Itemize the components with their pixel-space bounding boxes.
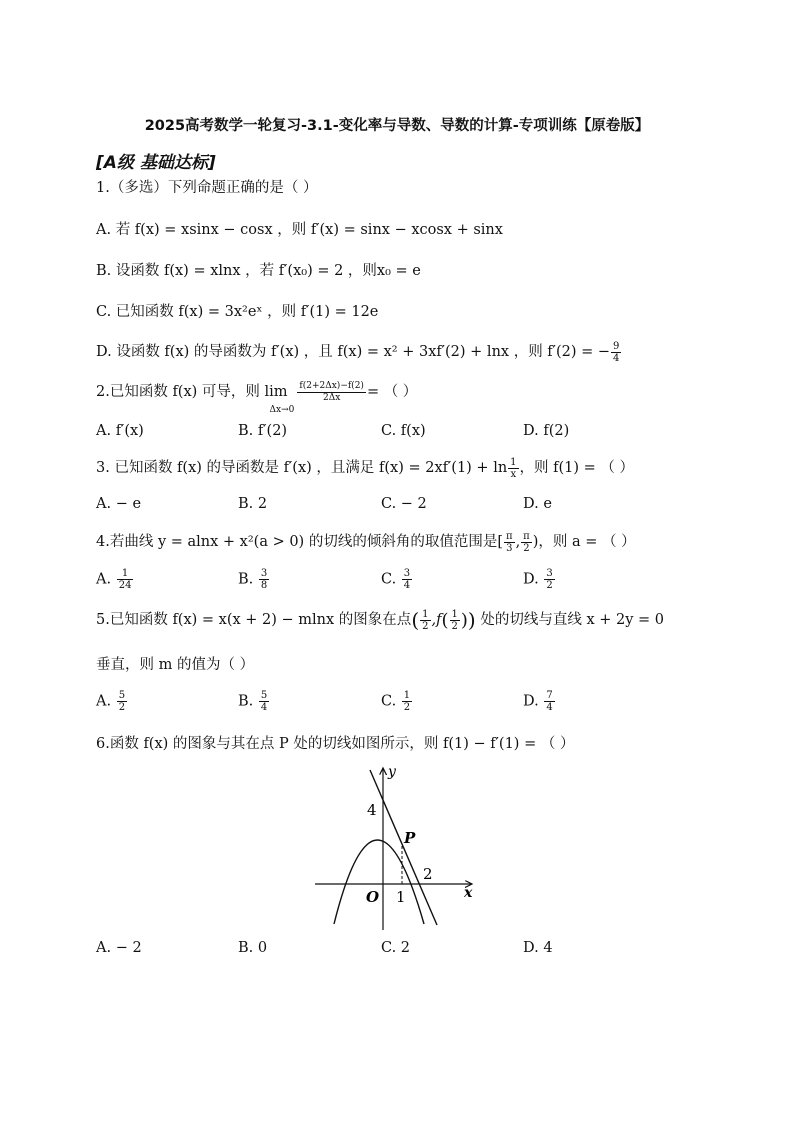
question-4-stem-text: 4.若曲线 y = alnx + x²(a > 0) 的切线的倾斜角的取值范围是[ bbox=[96, 534, 503, 550]
option-fraction bbox=[544, 690, 554, 713]
y-axis-label: y bbox=[388, 764, 396, 780]
fraction-numerator: 3 bbox=[546, 568, 553, 579]
question-2-option-a: A. f′(x) bbox=[96, 423, 144, 439]
question-6-option-c: C. 2 bbox=[381, 940, 411, 956]
question-3-stem-end: ，则 f(1) = （ ） bbox=[519, 460, 635, 476]
question-1-option-d-text: D. 设函数 f(x) 的导函数为 f′(x) ，且 f(x) = x² + 3xf′(2) + lnx ，则 f′(2) = − bbox=[96, 344, 611, 360]
fraction-numerator: 5 bbox=[260, 690, 268, 701]
option-fraction bbox=[544, 568, 554, 591]
fraction-denominator: 4 bbox=[546, 702, 553, 713]
option-fraction bbox=[402, 690, 412, 713]
fraction-denominator: 2 bbox=[546, 580, 553, 591]
fraction-denominator: 4 bbox=[260, 702, 268, 713]
question-3-option-a: A. − e bbox=[96, 496, 142, 512]
point-middle: ,f bbox=[431, 612, 442, 628]
option-label: D. bbox=[523, 571, 539, 588]
label-one: 1 bbox=[396, 888, 406, 906]
fraction-denominator: 4 bbox=[403, 580, 411, 591]
option-label: B. bbox=[238, 571, 254, 588]
point-fraction-1 bbox=[420, 609, 430, 632]
question-1-stem: 1.（多选）下列命题正确的是（ ） bbox=[96, 180, 318, 196]
fraction-numerator: f(2+2Δx)−f(2) bbox=[299, 380, 364, 391]
question-3-fraction bbox=[508, 457, 518, 480]
option-fraction bbox=[117, 690, 127, 713]
fraction-numerator: 7 bbox=[546, 690, 553, 701]
fraction-numerator: 1 bbox=[117, 568, 134, 580]
question-3-option-b: B. 2 bbox=[238, 496, 268, 512]
fraction-denominator: 2 bbox=[523, 542, 530, 554]
inner-close-paren: ) bbox=[460, 610, 468, 631]
question-5-option-a bbox=[96, 690, 128, 713]
question-2-stem-text: 2.已知函数 f(x) 可导，则 lim bbox=[96, 384, 288, 400]
question-5-stem-text: 5.已知函数 f(x) = x(x + 2) − mlnx 的图象在点 bbox=[96, 612, 412, 628]
question-5-stem-line-2: 垂直，则 m 的值为（ ） bbox=[96, 657, 255, 673]
question-6-stem: 6.函数 f(x) 的图象与其在点 P 处的切线如图所示，则 f(1) − f′(1) = （ ） bbox=[96, 736, 575, 752]
question-4-option-d bbox=[523, 568, 556, 591]
question-5-option-b bbox=[238, 690, 270, 713]
label-four: 4 bbox=[367, 801, 377, 819]
question-2-option-d: D. f(2) bbox=[523, 423, 570, 439]
section-heading: [A级 基础达标] bbox=[96, 153, 216, 173]
fraction-denominator: 2 bbox=[403, 702, 411, 713]
fraction-denominator: 8 bbox=[260, 580, 268, 591]
label-origin: O bbox=[366, 888, 380, 906]
question-5-stem-end: 处的切线与直线 x + 2y = 0 bbox=[480, 612, 665, 628]
point-close-paren: ) bbox=[467, 608, 476, 632]
option-label: A. bbox=[96, 571, 112, 588]
inner-open-paren: ( bbox=[441, 610, 449, 631]
label-two: 2 bbox=[423, 865, 433, 883]
question-6-option-d: D. 4 bbox=[523, 940, 553, 956]
question-1-option-c: C. 已知函数 f(x) = 3x²eˣ ，则 f′(1) = 12e bbox=[96, 304, 379, 320]
question-1-option-d-fraction bbox=[611, 341, 621, 364]
label-point-p: P bbox=[404, 829, 416, 847]
question-1-option-b: B. 设函数 f(x) = xlnx ，若 f′(x₀) = 2 ，则x₀ = e bbox=[96, 263, 421, 279]
option-fraction bbox=[259, 568, 269, 591]
fraction-numerator: 1 bbox=[510, 456, 517, 468]
fraction-denominator: 2 bbox=[118, 702, 126, 713]
question-2-fraction bbox=[297, 381, 366, 404]
fraction-denominator: x bbox=[510, 468, 517, 480]
fraction-denominator: 2 bbox=[422, 620, 429, 632]
question-1-option-a: A. 若 f(x) = xsinx − cosx ，则 f′(x) = sinx − xcosx + sinx bbox=[96, 222, 503, 238]
limit-subscript: Δx→0 bbox=[269, 405, 295, 415]
question-3-option-d: D. e bbox=[523, 496, 552, 512]
fraction-denominator: 4 bbox=[613, 352, 620, 364]
fraction-numerator: 1 bbox=[403, 690, 411, 701]
question-6-option-b: B. 0 bbox=[238, 940, 268, 956]
option-label: B. bbox=[238, 693, 254, 710]
option-label: C. bbox=[381, 571, 397, 588]
fraction-denominator: 2Δx bbox=[323, 392, 341, 403]
page-title: 2025高考数学一轮复习-3.1-变化率与导数、导数的计算-专项训练【原卷版】 bbox=[144, 118, 650, 134]
fraction-numerator: 9 bbox=[613, 340, 620, 352]
fraction-numerator: 3 bbox=[403, 568, 411, 579]
question-4-option-b bbox=[238, 568, 270, 591]
question-6-option-a: A. − 2 bbox=[96, 940, 142, 956]
option-label: C. bbox=[381, 693, 397, 710]
fraction-denominator: 3 bbox=[506, 542, 513, 554]
option-fraction bbox=[402, 568, 412, 591]
question-1-option-d bbox=[96, 340, 622, 364]
question-5-stem-line-1 bbox=[96, 608, 664, 632]
question-2-option-c: C. f(x) bbox=[381, 423, 426, 439]
question-4-option-a bbox=[96, 568, 134, 591]
option-label: D. bbox=[523, 693, 539, 710]
question-4-stem bbox=[96, 530, 636, 554]
x-axis-label: x bbox=[464, 885, 473, 901]
question-4-option-c bbox=[381, 568, 413, 591]
question-2-stem-end: = （ ） bbox=[366, 384, 418, 400]
question-4-stem-end: )，则 a = （ ） bbox=[532, 534, 636, 550]
option-fraction bbox=[259, 690, 269, 713]
question-2-option-b: B. f′(2) bbox=[238, 423, 288, 439]
fraction-numerator: π bbox=[523, 530, 530, 542]
question-5-option-c bbox=[381, 690, 413, 713]
fraction-denominator: 2 bbox=[451, 620, 458, 632]
fraction-denominator: 24 bbox=[118, 580, 132, 591]
fraction-numerator: π bbox=[505, 530, 513, 542]
fraction-numerator: 3 bbox=[260, 568, 268, 579]
question-4-fraction-1 bbox=[504, 531, 515, 554]
question-3-stem-text: 3. 已知函数 f(x) 的导函数是 f′(x) ，且满足 f(x) = 2xf′(1) + ln bbox=[96, 460, 508, 476]
parabola-curve bbox=[334, 840, 424, 924]
question-3-option-c: C. − 2 bbox=[381, 496, 427, 512]
point-fraction-2 bbox=[450, 609, 460, 632]
question-2-stem bbox=[96, 380, 418, 415]
fraction-numerator: 5 bbox=[118, 690, 126, 701]
function-graph bbox=[310, 762, 485, 932]
fraction-numerator: 1 bbox=[451, 608, 458, 620]
point-open-paren: ( bbox=[411, 608, 420, 632]
option-fraction bbox=[117, 568, 134, 591]
fraction-numerator: 1 bbox=[422, 608, 429, 620]
question-3-stem bbox=[96, 456, 634, 480]
question-5-option-d bbox=[523, 690, 556, 713]
option-label: A. bbox=[96, 693, 112, 710]
question-4-comma: , bbox=[515, 534, 521, 550]
question-4-fraction-2 bbox=[521, 531, 532, 554]
